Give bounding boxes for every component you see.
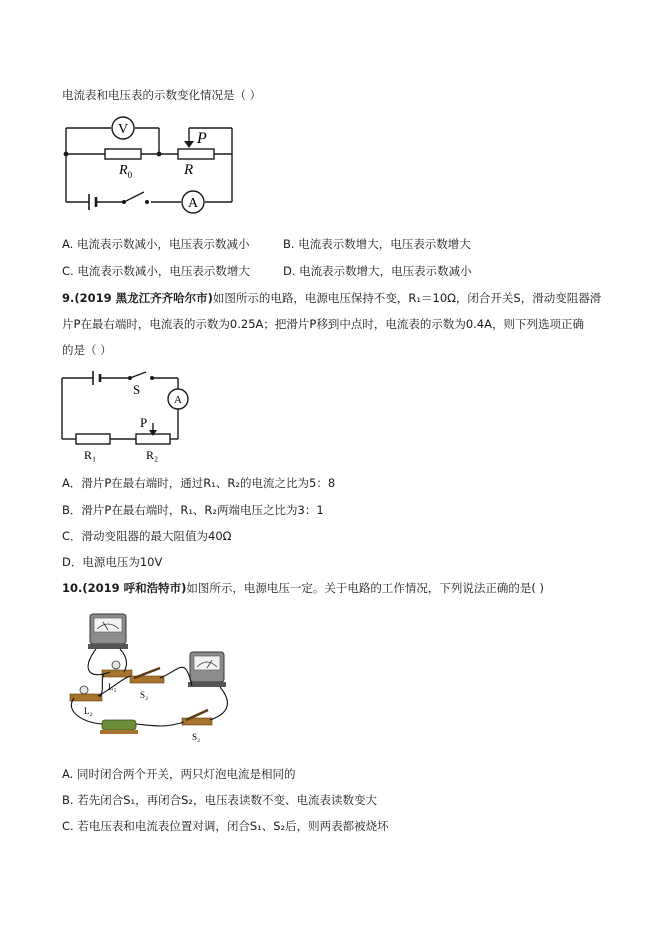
q9-option-c: C．滑动变阻器的最大阻值为40Ω (62, 529, 232, 543)
q9-stem-line1: 9.(2019 黑龙江齐齐哈尔市)如图所示的电路，电源电压保持不变，R₁＝10Ω，闭合开关S，滑动变阻器滑 (62, 291, 602, 305)
q9-r2-label: R₂ (146, 448, 159, 462)
q8-rheostat-label: R (184, 162, 194, 178)
q10-meter-1 (88, 614, 128, 649)
q9-stem-line3: 的是（ ） (62, 343, 112, 357)
q9-ammeter-label: A (174, 394, 182, 406)
q10-stem: 10.(2019 呼和浩特市)如图所示，电源电压一定。关于电路的工作情况，下列说法正确的是( ) (62, 581, 545, 595)
q10-number: 10. (62, 581, 83, 595)
q8-slider-label: P (197, 130, 207, 147)
q10-source: (2019 呼和浩特市) (82, 581, 187, 595)
q10-meter-2 (188, 652, 226, 687)
q9-circuit-diagram (56, 368, 196, 464)
q8-stem: 电流表和电压表的示数变化情况是（ ） (62, 88, 262, 102)
q8-option-b: B. 电流表示数增大，电压表示数增大 (283, 237, 471, 251)
q10-apparatus-picture (60, 610, 240, 750)
q10-l2-label: L₂ (84, 706, 93, 716)
q10-option-b: B. 若先闭合S₁，再闭合S₂，电压表读数不变、电流表读数变大 (62, 793, 378, 807)
q9-option-d: D．电源电压为10V (62, 555, 163, 569)
q9-number: 9. (62, 291, 75, 305)
q9-stem-line2: 片P在最右端时，电流表的示数为0.25A；把滑片P移到中点时，电流表的示数为0.4A，则下列选项正确 (62, 317, 584, 331)
q9-option-a: A．滑片P在最右端时，通过R₁、R₂的电流之比为5：8 (62, 476, 336, 490)
q10-lamp-l2-base (70, 694, 102, 701)
q9-slider-label: P (140, 415, 148, 430)
q8-option-a: A. 电流表示数减小，电压表示数减小 (62, 237, 250, 251)
q10-battery (102, 720, 136, 730)
q8-option-d: D. 电流表示数增大，电压表示数减小 (283, 264, 472, 278)
q10-option-a: A. 同时闭合两个开关，两只灯泡电流是相同的 (62, 767, 296, 781)
q8-r0-label: $R_0$ (119, 163, 133, 180)
q9-r1-label: R₁ (84, 448, 97, 462)
q9-option-b: B．滑片P在最右端时，R₁、R₂两端电压之比为3：1 (62, 503, 324, 517)
q8-circuit-diagram (58, 112, 248, 216)
q8-ammeter-label: A (187, 196, 199, 211)
q8-option-c: C. 电流表示数减小，电压表示数增大 (62, 264, 250, 278)
q10-option-c: C. 若电压表和电流表位置对调，闭合S₁、S₂后，则两表都被烧坏 (62, 819, 389, 833)
q8-voltmeter-label: V (117, 122, 129, 137)
q9-switch-label: S (133, 382, 141, 397)
q10-s2-label-2: S₂ (192, 732, 201, 742)
q10-s2-label-1: S₂ (140, 690, 149, 700)
q10-l1-label: L₁ (108, 682, 117, 692)
q9-source: (2019 黑龙江齐齐哈尔市) (74, 291, 213, 305)
